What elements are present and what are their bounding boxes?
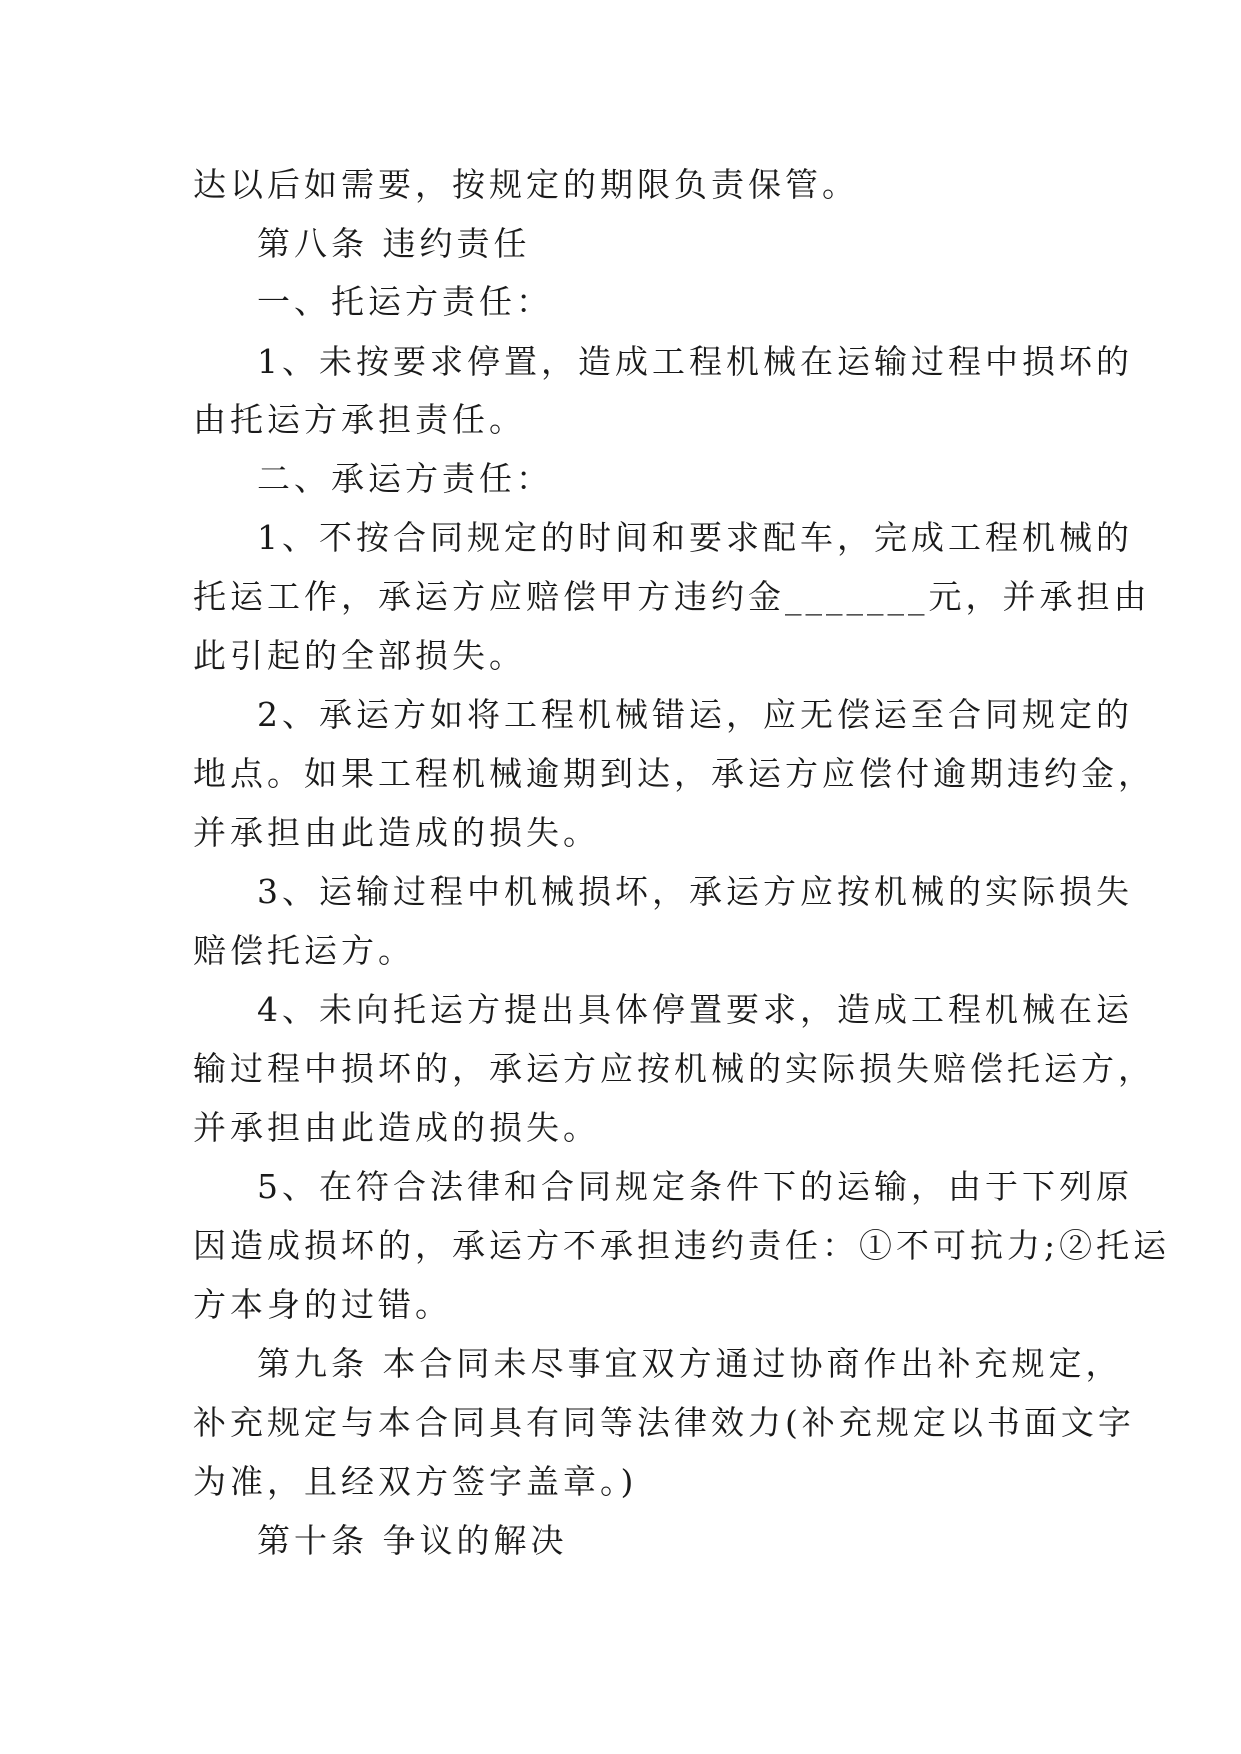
- text-line: 托运工作，承运方应赔偿甲方违约金_______元，并承担由: [193, 577, 1151, 616]
- article-heading: 第九条 本合同未尽事宜双方通过协商作出补充规定，: [257, 1344, 1123, 1383]
- text-line: 1、未按要求停置，造成工程机械在运输过程中损坏的: [257, 342, 1133, 381]
- article-heading: 第十条 争议的解决: [257, 1521, 568, 1560]
- text-line: 赔偿托运方。: [193, 931, 415, 970]
- text-line: 输过程中损坏的，承运方应按机械的实际损失赔偿托运方，: [193, 1049, 1155, 1088]
- text-line: 1、不按合同规定的时间和要求配车，完成工程机械的: [257, 518, 1133, 557]
- text-line: 并承担由此造成的损失。: [193, 1108, 600, 1147]
- text-line: 补充规定与本合同具有同等法律效力(补充规定以书面文字: [193, 1403, 1135, 1442]
- text-line: 方本身的过错。: [193, 1285, 452, 1324]
- text-line: 地点。如果工程机械逾期到达，承运方应偿付逾期违约金，: [193, 754, 1155, 793]
- text-line: 此引起的全部损失。: [193, 636, 526, 675]
- text-line: 4、未向托运方提出具体停置要求，造成工程机械在运: [257, 990, 1133, 1029]
- text-line: 为准，且经双方签字盖章。): [193, 1462, 638, 1501]
- text-line: 由托运方承担责任。: [193, 400, 526, 439]
- text-line: 因造成损坏的，承运方不承担违约责任：①不可抗力;②托运: [193, 1226, 1171, 1265]
- article-heading: 第八条 违约责任: [257, 224, 531, 263]
- text-line: 并承担由此造成的损失。: [193, 813, 600, 852]
- text-line: 5、在符合法律和合同规定条件下的运输，由于下列原: [257, 1167, 1133, 1206]
- text-line: 达以后如需要，按规定的期限负责保管。: [193, 165, 859, 204]
- section-heading: 二、承运方责任：: [257, 459, 553, 498]
- section-heading: 一、托运方责任：: [257, 282, 553, 321]
- text-line: 3、运输过程中机械损坏，承运方应按机械的实际损失: [257, 872, 1133, 911]
- text-line: 2、承运方如将工程机械错运，应无偿运至合同规定的: [257, 695, 1133, 734]
